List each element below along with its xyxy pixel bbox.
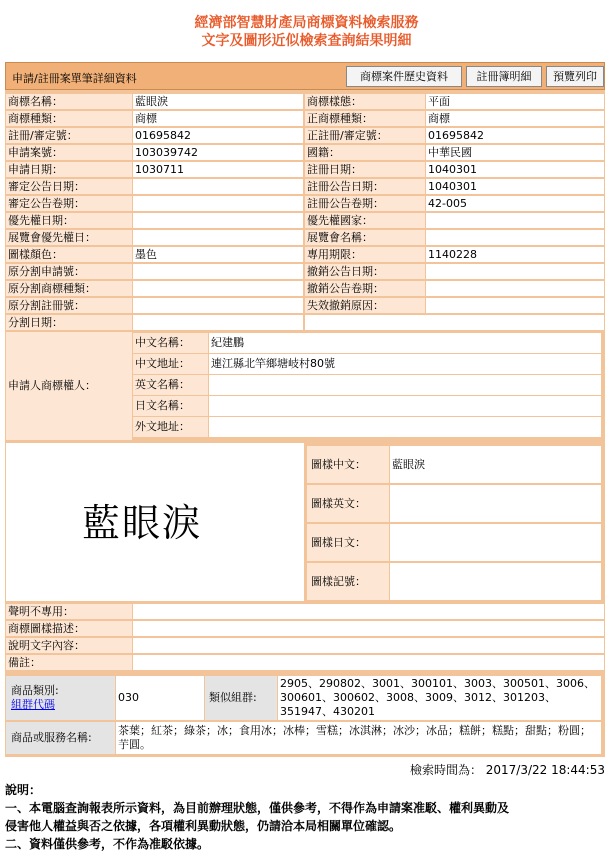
applicant-field-value: 紀建鵬 <box>209 333 601 353</box>
services-label: 商品或服務名稱: <box>6 722 115 754</box>
field-value <box>426 298 604 313</box>
note-label: 商標圖樣描述： <box>6 621 132 636</box>
field-label: 原分割申請號： <box>6 264 132 279</box>
note-label: 聲明不專用： <box>6 604 132 619</box>
field-value <box>133 264 303 279</box>
page-subtitle: 文字及圖形近似檢索查詢結果明細 <box>201 33 412 49</box>
toolbar <box>5 62 605 90</box>
field-label: 失效撤銷原因： <box>305 298 425 313</box>
page-title: 經濟部智慧財產局商標資料檢索服務 <box>194 15 419 31</box>
field-value <box>426 281 604 296</box>
field-label: 正商標種類： <box>305 111 425 126</box>
applicant-field-label: 外文地址： <box>133 417 208 437</box>
note-value <box>133 604 604 619</box>
field-value <box>133 281 303 296</box>
field-value <box>133 179 303 194</box>
field-value: 藍眼淚 <box>133 94 303 109</box>
field-value <box>426 230 604 245</box>
goods-class-label: 商品類別: <box>11 684 59 697</box>
toolbar-title: 申請/註冊案單筆詳細資料 <box>12 72 137 85</box>
field-value: 中華民國 <box>426 145 604 160</box>
field-label: 優先權日期： <box>6 213 132 228</box>
goods-class-cell <box>6 676 115 720</box>
group-code-link[interactable]: 組群代碼 <box>11 698 55 711</box>
split-date-label: 分割日期： <box>6 315 132 330</box>
field-value <box>133 230 303 245</box>
footer-line: 侵害他人權益與否之依據，各項權利異動狀態，仍請洽本局相關單位確認。 <box>5 819 402 833</box>
history-button[interactable]: 商標案件歷史資料 <box>346 66 462 87</box>
field-value <box>133 213 303 228</box>
field-value <box>426 264 604 279</box>
split-date-value <box>133 315 303 330</box>
field-label: 商標種類： <box>6 111 132 126</box>
note-label: 說明文字內容： <box>6 638 132 653</box>
similar-group-label: 類似組群: <box>205 676 277 720</box>
field-value: 1140228 <box>426 247 604 262</box>
print-preview-button[interactable]: 預覽列印 <box>546 66 604 87</box>
split-date-blank <box>305 315 604 330</box>
query-time: 檢索時間為： 2017/3/22 18:44:53 <box>409 763 605 777</box>
image-field-label: 圖樣記號： <box>307 563 389 600</box>
field-value: 01695842 <box>133 128 303 143</box>
field-value: 商標 <box>133 111 303 126</box>
image-field-value <box>390 485 601 522</box>
field-label: 撤銷公告日期： <box>305 264 425 279</box>
field-value: 1040301 <box>426 162 604 177</box>
note-label: 備註： <box>6 655 132 670</box>
field-label: 原分割註冊號： <box>6 298 132 313</box>
field-label: 圖樣顏色： <box>6 247 132 262</box>
applicant-field-label: 中文名稱： <box>133 333 208 353</box>
field-value: 103039742 <box>133 145 303 160</box>
field-label: 審定公告日期： <box>6 179 132 194</box>
field-label: 商標樣態： <box>305 94 425 109</box>
services-value: 茶葉；紅茶；綠茶；冰；食用冰；冰棒；雪糕；冰淇淋；冰沙；冰品；糕餅；糕點；甜點；粉圓；芋圓。 <box>116 722 601 754</box>
image-field-label: 圖樣日文： <box>307 524 389 561</box>
field-label: 展覽會名稱： <box>305 230 425 245</box>
field-label: 申請日期： <box>6 162 132 177</box>
field-label: 原分割商標種類： <box>6 281 132 296</box>
applicant-field-label: 英文名稱： <box>133 375 208 395</box>
field-value: 01695842 <box>426 128 604 143</box>
applicant-field-value: 連江縣北竿鄉塘岐村80號 <box>209 354 601 374</box>
field-value: 墨色 <box>133 247 303 262</box>
field-label: 正註冊/審定號： <box>305 128 425 143</box>
field-value <box>426 213 604 228</box>
note-value <box>133 621 604 636</box>
field-label: 優先權國家： <box>305 213 425 228</box>
image-field-value <box>390 524 601 561</box>
field-value: 1040301 <box>426 179 604 194</box>
applicant-field-label: 日文名稱： <box>133 396 208 416</box>
field-label: 註冊公告日期： <box>305 179 425 194</box>
goods-class-value: 030 <box>116 676 204 720</box>
applicant-field-label: 中文地址： <box>133 354 208 374</box>
footer-line: 一、本電腦查詢報表所示資料，為目前辦理狀態，僅供參考，不得作為申請案准駁、權利異動及 <box>5 801 510 815</box>
field-label: 展覽會優先權日： <box>6 230 132 245</box>
image-field-value: 藍眼淚 <box>390 446 601 483</box>
applicant-field-value <box>209 396 601 416</box>
register-detail-button[interactable]: 註冊簿明細 <box>466 66 542 87</box>
field-value: 平面 <box>426 94 604 109</box>
applicant-label: 申請人商標權人： <box>6 332 132 440</box>
field-label: 申請案號： <box>6 145 132 160</box>
similar-group-value: 2905、290802、3001、300101、3003、300501、3006、300601、300602、3008、3009、3012、301203、351947、430201 <box>278 676 601 720</box>
field-value: 42-005 <box>426 196 604 211</box>
applicant-field-value <box>209 375 601 395</box>
field-value <box>133 196 303 211</box>
image-field-value <box>390 563 601 600</box>
image-field-label: 圖樣中文： <box>307 446 389 483</box>
image-field-label: 圖樣英文： <box>307 485 389 522</box>
field-label: 國籍： <box>305 145 425 160</box>
field-value <box>133 298 303 313</box>
trademark-mark-text: 藍眼淚 <box>82 501 203 545</box>
field-label: 專用期限： <box>305 247 425 262</box>
field-label: 商標名稱： <box>6 94 132 109</box>
footer-line: 二、資料僅供參考，不作為准駁依據。 <box>5 837 210 851</box>
field-label: 註冊公告卷期： <box>305 196 425 211</box>
field-label: 註冊/審定號： <box>6 128 132 143</box>
note-value <box>133 655 604 670</box>
field-label: 註冊日期： <box>305 162 425 177</box>
field-label: 審定公告卷期： <box>6 196 132 211</box>
footer-heading: 說明： <box>5 783 42 797</box>
field-value: 商標 <box>426 111 604 126</box>
applicant-field-value <box>209 417 601 437</box>
field-value: 1030711 <box>133 162 303 177</box>
note-value <box>133 638 604 653</box>
field-label: 撤銷公告卷期： <box>305 281 425 296</box>
